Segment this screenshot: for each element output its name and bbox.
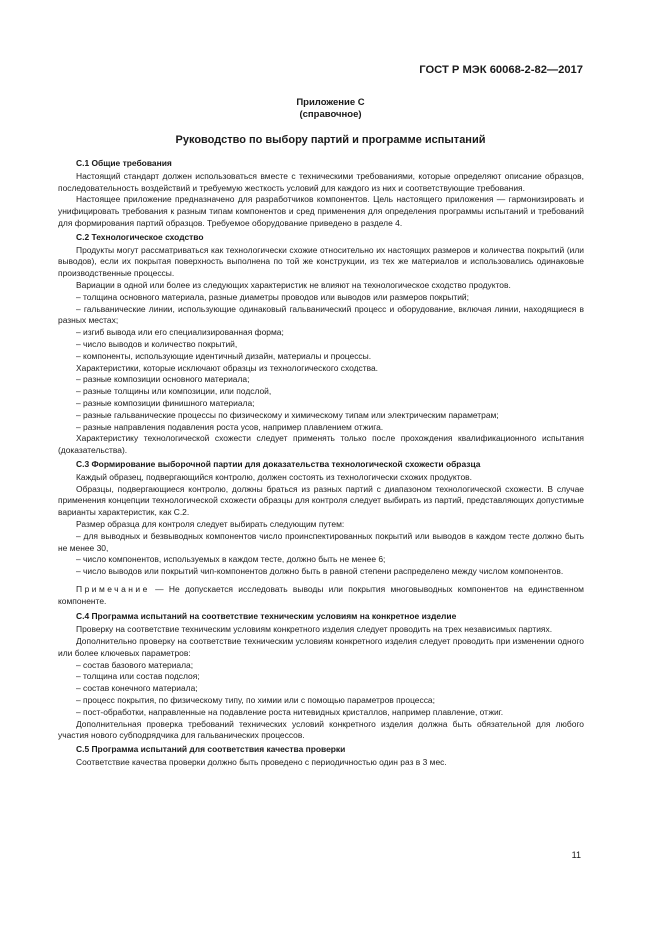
standard-header: ГОСТ Р МЭК 60068-2-82—2017 <box>419 64 583 76</box>
body-paragraph: Соответствие качества проверки должно быть проведено с периодичностью один раз в 3 мес. <box>76 757 447 768</box>
body-paragraph: – толщина или состав подслоя; <box>76 671 200 682</box>
body-paragraph: – пост-обработки, направленные на подавление роста нитевидных кристаллов, например плавление, отжиг. <box>76 706 504 717</box>
body-paragraph: – процесс покрытия, по физическому типу, по химии или с помощью параметров процесса; <box>76 695 435 706</box>
body-paragraph: – изгиб вывода или его специализированная форма; <box>76 327 284 338</box>
body-paragraph: Размер образца для контроля следует выбирать следующим путем: <box>76 518 345 529</box>
body-paragraph: Настоящий стандарт должен использоваться вместе с техническими требованиями, которые определяют описание образцов, последовательность воздействий и требуемую жесткость условий для каждого из них и соответствующие требования. <box>58 170 584 193</box>
body-paragraph: – для выводных и безвыводных компонентов число проинспектированных покрытий или выводов в каждом тесте должно быть не менее 30, <box>58 530 584 553</box>
section-heading: С.2 Технологическое сходство <box>76 231 204 242</box>
appendix-title: Приложение С <box>296 97 365 108</box>
body-paragraph: – разные гальванические процессы по физическому и химическому типам или электрическим параметрам; <box>76 409 499 420</box>
body-paragraph: – разные толщины или композиции, или подслой, <box>76 386 272 397</box>
document-body <box>58 156 584 769</box>
body-paragraph: Настоящее приложение предназначено для разработчиков компонентов. Цель настоящего приложения — гармонизировать и унифицировать требования к разным типам компонентов и сред применения для определения программы испытаний и требований для формирования партий образцов. Требуемое оборудование приведено в разделе 4. <box>58 194 584 228</box>
note-text: — Не допускается исследовать выводы или покрытия многовыводных компонентов на единственном компоненте. <box>58 583 584 606</box>
body-paragraph: Дополнительная проверка требований технических условий конкретного изделия должна быть обязательной для любого участия нового субподрядчика для гальванических процессов. <box>58 718 584 741</box>
section-heading: С.3 Формирование выборочной партии для доказательства технологической схожести образца <box>76 458 481 469</box>
body-paragraph: Образцы, подвергающиеся контролю, должны браться из разных партий с диапазоном технологической схожести. В случае применения концепции технологической схожести образцы для контроля следует выбирать из партий, представляющих допустимые варианты характеристик, как С.2. <box>58 483 584 518</box>
page-number: 11 <box>571 850 581 860</box>
body-paragraph: – число выводов и количество покрытий, <box>76 338 238 349</box>
body-paragraph: – состав базового материала; <box>76 659 194 670</box>
section-heading: С.4 Программа испытаний на соответствие техническим условиям на конкретное изделие <box>76 611 457 622</box>
note-label: Примечание <box>76 583 150 594</box>
body-paragraph: Характеристики, которые исключают образцы из технологического сходства. <box>76 362 379 373</box>
body-paragraph: – толщина основного материала, разные диаметры проводов или выводов или размеров покрытий; <box>76 291 469 302</box>
body-paragraph: Продукты могут рассматриваться как технологически схожие относительно их настоящих размеров и количества покрытий (или выводов), если их покрытая поверхность выполнена по той же конструкции, из тех же материалов и использовались одинаковые производственные процессы. <box>58 244 584 279</box>
body-paragraph: Проверку на соответствие техническим условиям конкретного изделия следует проводить на трех независимых партиях. <box>76 624 553 635</box>
body-paragraph: – число выводов или покрытий чип-компонентов должно быть в равной степени распределено между числом компонентов. <box>76 566 564 577</box>
note-paragraph <box>58 584 584 608</box>
body-paragraph: – состав конечного материала; <box>76 683 198 694</box>
body-paragraph: Характеристику технологической схожести следует применять только после прохождения квалификационного испытания (доказательства). <box>58 433 584 456</box>
body-paragraph: – число компонентов, используемых в каждом тесте, должно быть не менее 6; <box>76 554 386 565</box>
section-heading: С.5 Программа испытаний для соответствия качества проверки <box>76 744 346 755</box>
body-paragraph: – разные композиции финишного материала; <box>76 397 255 408</box>
body-paragraph: Дополнительно проверку на соответствие техническим условиям конкретного изделия следует проводить при изменении одного или более ключевых параметров: <box>58 636 584 658</box>
main-title: Руководство по выбору партий и программе испытаний <box>175 134 486 146</box>
appendix-type: (справочное) <box>299 109 362 120</box>
body-paragraph: Каждый образец, подвергающийся контролю, должен состоять из технологически схожих продуктов. <box>76 471 472 482</box>
body-paragraph: – гальванические линии, использующие одинаковый гальванический процесс и оборудование, включая линии, находящиеся в разных местах; <box>58 303 584 326</box>
body-paragraph: – компоненты, использующие идентичный дизайн, материалы и процессы. <box>76 350 372 361</box>
section-heading: С.1 Общие требования <box>76 158 172 168</box>
body-paragraph: – разные композиции основного материала; <box>76 374 250 385</box>
body-paragraph: Вариации в одной или более из следующих характеристик не влияют на технологическое сходство продуктов. <box>76 279 511 290</box>
body-paragraph: – разные направления подавления роста усов, например плавлением отжига. <box>76 421 384 432</box>
